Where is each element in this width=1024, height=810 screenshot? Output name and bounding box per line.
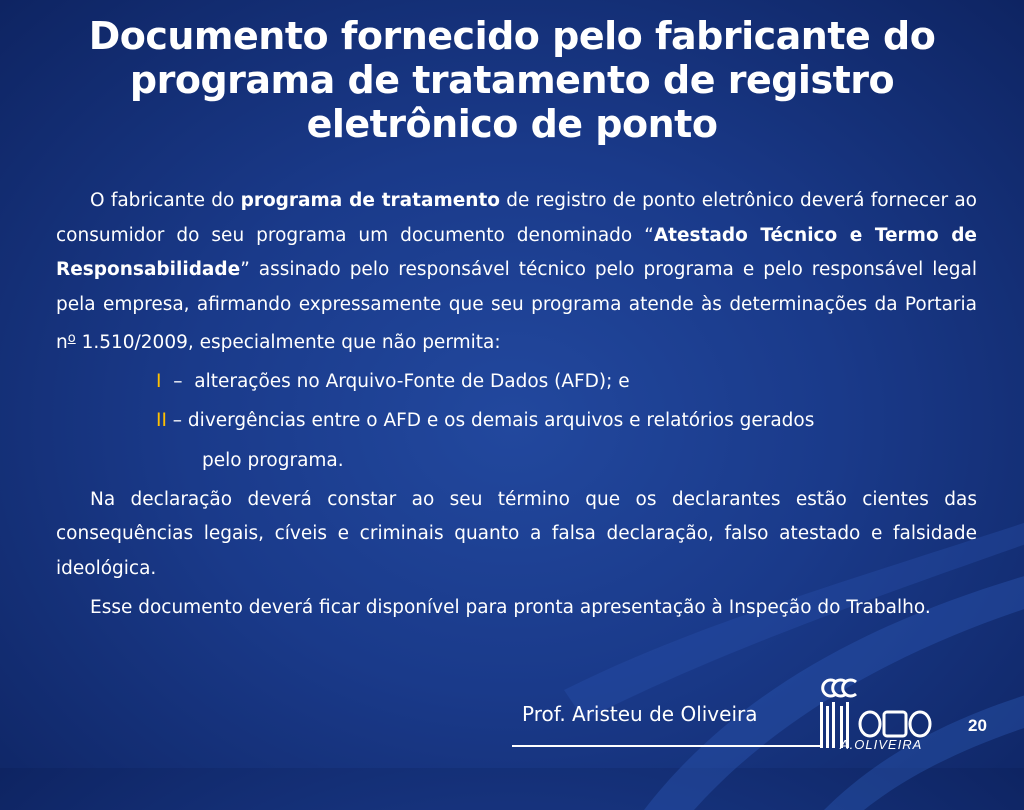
intro-text-3: ” assinado pelo responsável técnico pelo programa e pelo responsável legal pela empresa, afirmando expressamente que seu programa atende às determinações da Portaria n — [56, 259, 977, 354]
intro-superscript: o — [67, 331, 76, 347]
logo-caption: A.OLIVEIRA — [840, 737, 923, 752]
paragraph-intro — [56, 184, 977, 361]
list-item-2 — [56, 404, 977, 439]
intro-text-2: de registro de ponto eletrônico deverá fornecer ao consumidor do seu programa um documento denominado “ — [56, 190, 977, 246]
list-item-1 — [56, 365, 977, 400]
author-underline — [512, 745, 820, 747]
paragraph-declaration: Na declaração deverá constar ao seu término que os declarantes estão cientes das consequências legais, cíveis e criminais quanto a falsa declaração, falso atestado e falsidade ideológica. — [56, 488, 977, 579]
list-item-2-text: – divergências entre o AFD e os demais arquivos e relatórios gerados — [166, 409, 815, 431]
slide-body — [56, 184, 977, 625]
author-name: Prof. Aristeu de Oliveira — [522, 702, 758, 726]
paragraph-availability: Esse documento deverá ficar disponível para pronta apresentação à Inspeção do Trabalho. — [90, 596, 931, 618]
list-item-1-numeral: I — [156, 370, 162, 392]
intro-bold-1: programa de tratamento — [240, 190, 501, 211]
intro-text-1: O fabricante do — [90, 190, 241, 211]
intro-bold-2: Atestado Técnico e Termo de Responsabilidade — [56, 224, 977, 281]
page-number: 20 — [968, 716, 987, 735]
intro-text-4: 1.510/2009, especialmente que não permita: — [75, 332, 501, 354]
list-item-1-text: – alterações no Arquivo-Fonte de Dados (AFD); e — [161, 370, 630, 392]
list-item-2-numeral: II — [156, 409, 167, 431]
slide-title: Documento fornecido pelo fabricante do programa de tratamento de registro eletrônico de ponto — [88, 14, 936, 146]
list-item-2-continuation: pelo programa. — [202, 450, 344, 472]
